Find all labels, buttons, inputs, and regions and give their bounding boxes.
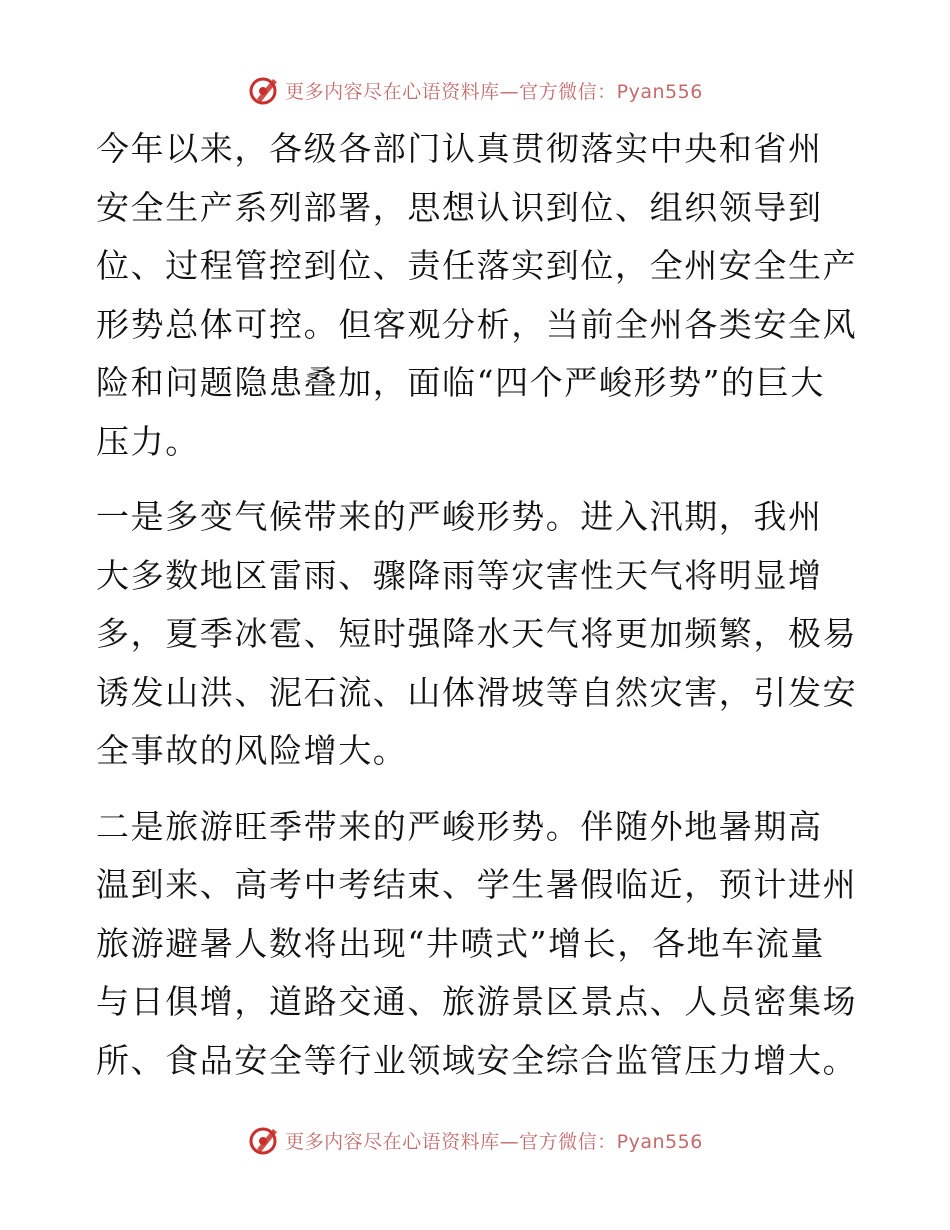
text-line: 旅游避暑人数将出现“井喷式”增长，各地车流量 — [96, 923, 825, 963]
text-line: 所、食品安全等行业领域安全综合监管压力增大。 — [96, 1040, 858, 1080]
text-line: 险和问题隐患叠加，面临“四个严峻形势”的巨大 — [96, 363, 825, 402]
paragraph-intro — [96, 120, 856, 471]
text-line: 位、过程管控到位、责任落实到位，全州安全生产 — [96, 246, 858, 285]
footer-watermark — [0, 1120, 950, 1160]
watermark-text: 更多内容尽在心语资料库—官方微信：Pyan556 — [285, 80, 703, 103]
text-line: 与日俱增，道路交通、旅游景区景点、人员密集场 — [96, 982, 858, 1021]
text-line: 二是旅游旺季带来的严峻形势。伴随外地暑期高 — [96, 806, 823, 846]
pen-logo-icon — [247, 1123, 281, 1157]
document-body — [96, 120, 856, 1107]
text-line: 温到来、高考中考结束、学生暑假临近，预计进州 — [96, 865, 858, 904]
text-line: 多，夏季冰雹、短时强降水天气将更加频繁，极易 — [96, 614, 858, 653]
paragraph-tourism — [96, 798, 856, 1091]
watermark-text: 更多内容尽在心语资料库—官方微信：Pyan556 — [285, 1130, 703, 1153]
text-line: 全事故的风险增大。 — [96, 731, 408, 770]
pen-logo-icon — [247, 73, 281, 107]
text-line: 大多数地区雷雨、骤降雨等灾害性天气将明显增 — [96, 555, 823, 595]
text-line: 压力。 — [96, 421, 200, 461]
text-line: 形势总体可控。但客观分析，当前全州各类安全风 — [96, 304, 858, 344]
header-watermark — [0, 70, 950, 110]
text-line: 安全生产系列部署，思想认识到位、组织领导到 — [96, 187, 823, 227]
text-line: 今年以来，各级各部门认真贯彻落实中央和省州 — [96, 129, 823, 168]
text-line: 一是多变气候带来的严峻形势。进入汛期，我州 — [96, 497, 823, 536]
paragraph-weather — [96, 488, 856, 781]
text-line: 诱发山洪、泥石流、山体滑坡等自然灾害，引发安 — [96, 672, 858, 712]
